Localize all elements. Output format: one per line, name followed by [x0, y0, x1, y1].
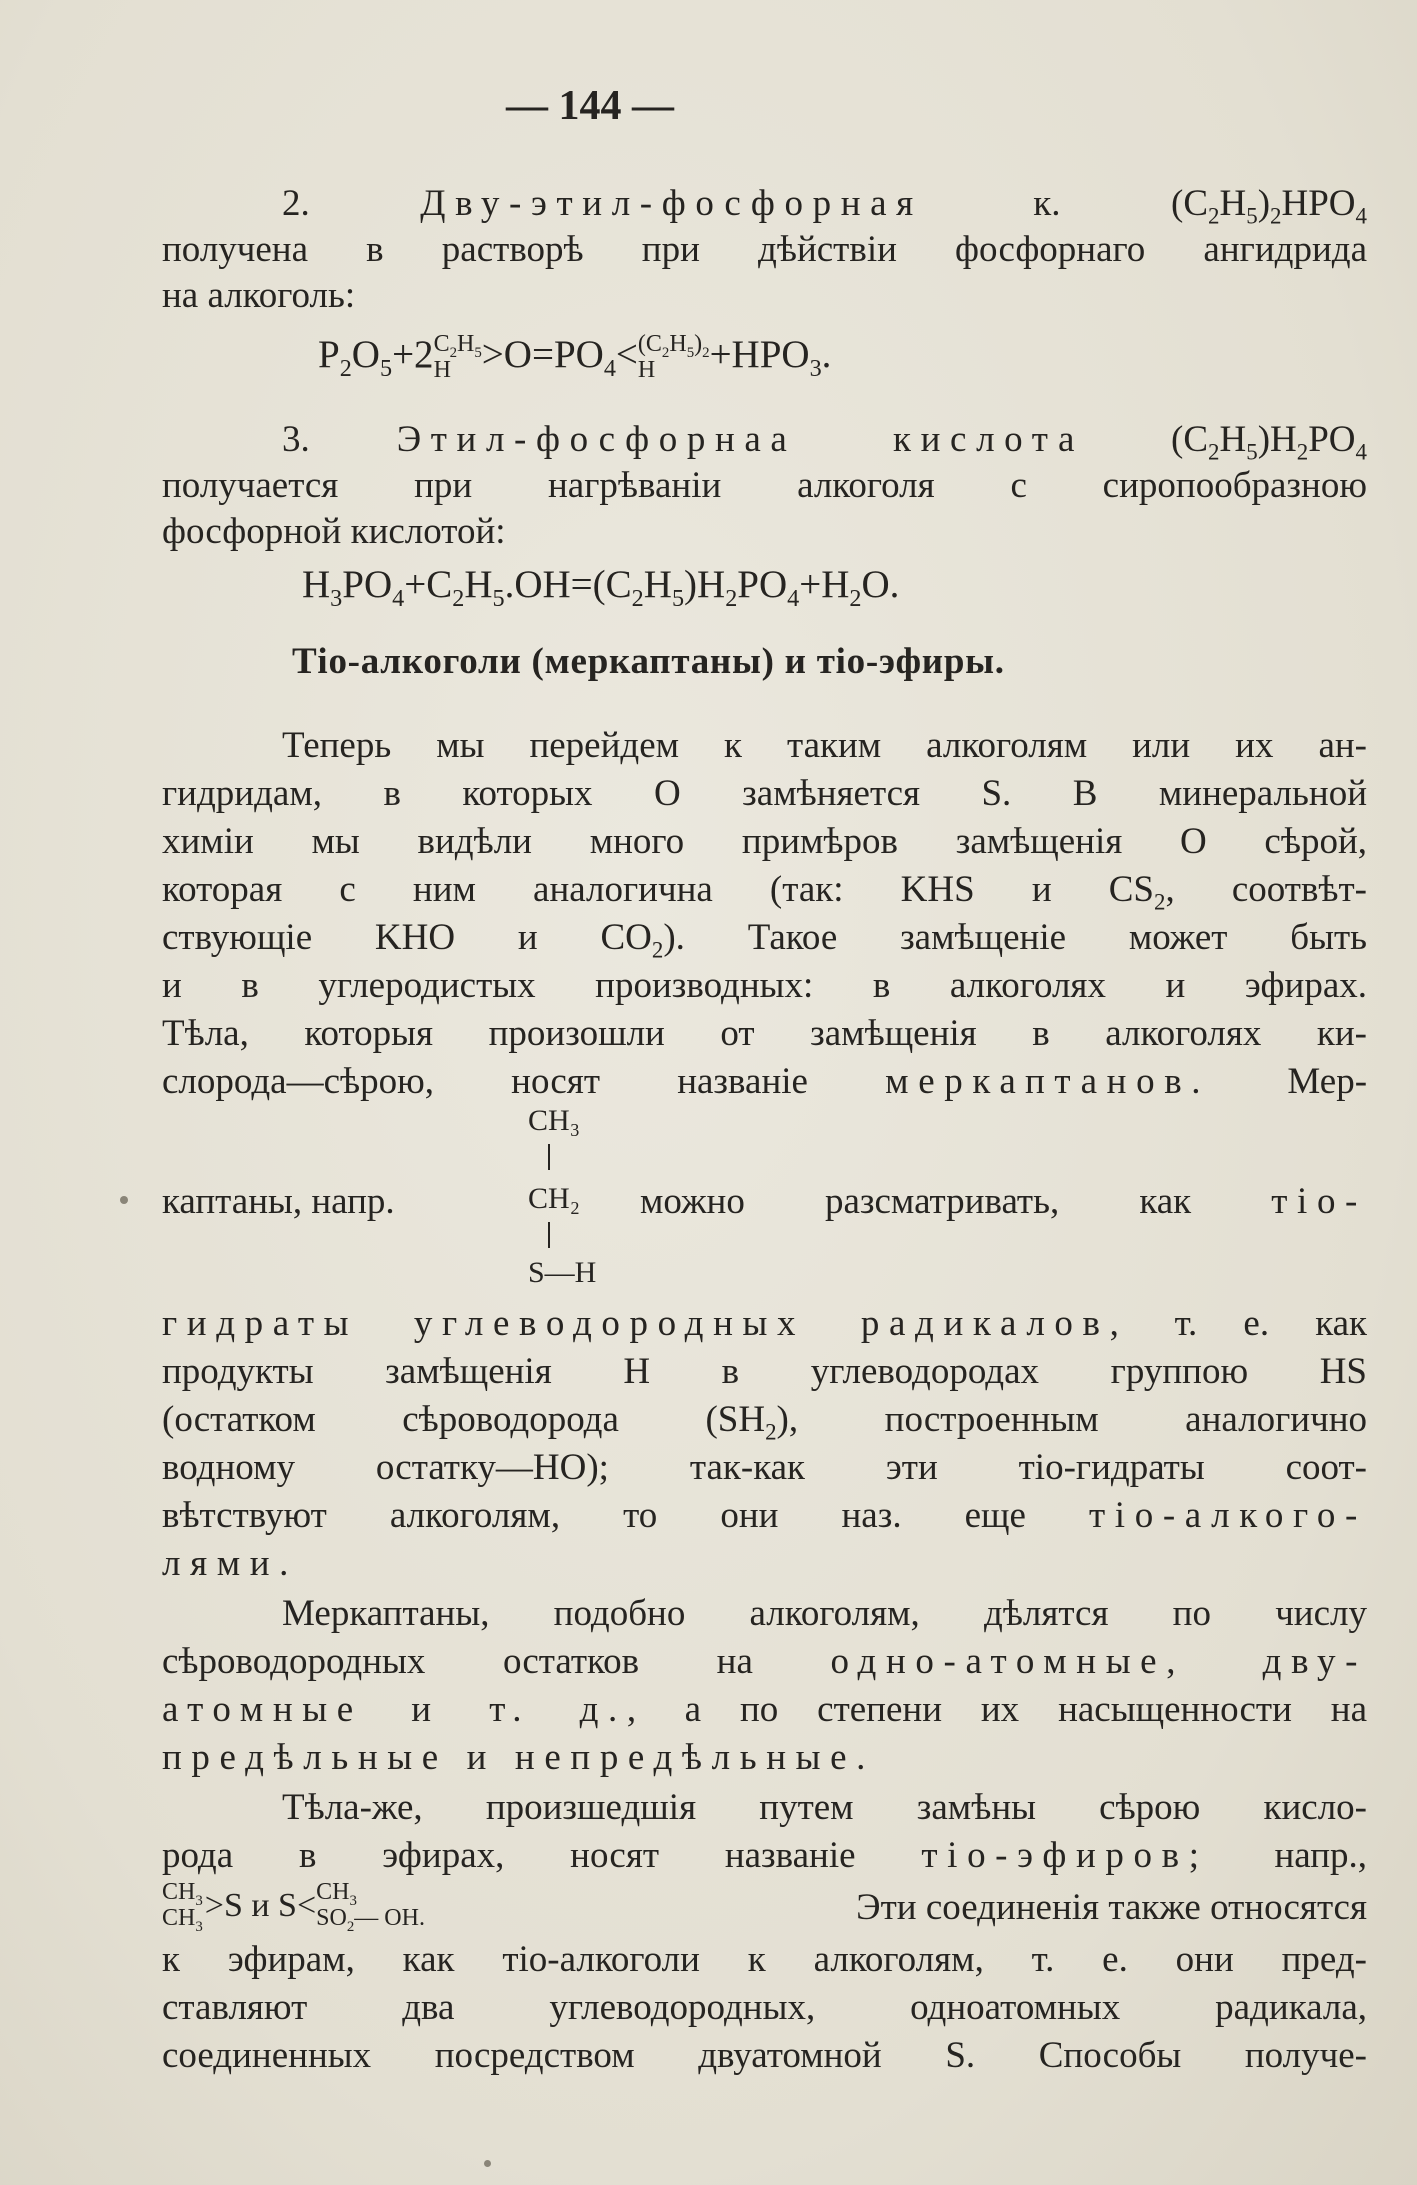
- abbr: к.: [1033, 183, 1061, 224]
- term-ethylphosphoric: Этил-фосфорнаа кислота: [396, 419, 1085, 460]
- bond-line: [548, 1222, 550, 1248]
- p2-line-5: [162, 1494, 1367, 1538]
- p1-line-2: гидридам, в которых O замѣняется S. В минеральной: [162, 773, 1367, 814]
- p1-line-8: [162, 1060, 1367, 1104]
- p3-line-1: Меркаптаны, подобно алкоголям, дѣлятся по числу: [282, 1593, 1367, 1634]
- formula-diethylphosphoric: $(C_2H_5)_2HPO_4$: [1171, 183, 1367, 229]
- struct-ch3: CH₃: [528, 1104, 581, 1137]
- term-mercaptans: меркаптанов.: [885, 1061, 1211, 1102]
- section-3-line-2: получается при нагрѣваніи алкоголя с сиропообразною: [162, 465, 1367, 506]
- p2-line-3-text: (остатком сѣроводорода (SH: [162, 1399, 766, 1440]
- p3-line-2-text: сѣроводородных остатков на: [162, 1641, 753, 1682]
- struct-ch2: CH₂: [528, 1182, 581, 1215]
- p3-line-3-text: а по степени их насыщенности на: [684, 1689, 1368, 1730]
- p2-line-6: лями.: [162, 1543, 299, 1584]
- p2-line-4: водному остатку—HO); так-как эти тіо-гидраты соот-: [162, 1447, 1367, 1488]
- formula-dimethyl-sulfide: $CH_3$ $CH_3$ >S и S< $CH_3$ $SO_2—$ OH.: [162, 1879, 425, 1935]
- p1-line-4-text: которая с ним аналогична (так: KHS и CS: [162, 869, 1154, 910]
- formula-ethylphosphoric: $(C_2H_5)H_2PO_4$: [1171, 419, 1368, 465]
- p1-line-6: и в углеродистых производных: в алкоголях и эфирах.: [162, 965, 1367, 1006]
- p1-line-7: Тѣла, которыя произошли от замѣщенія в алкоголях ки-: [162, 1013, 1367, 1054]
- term-atomic: атомные и т. д.,: [162, 1689, 646, 1730]
- section-3-line-3: фосфорной кислотой:: [162, 511, 506, 552]
- p2-line-5-text: вѣтствуют алкоголям, то они наз. еще: [162, 1495, 1026, 1536]
- ink-speck: [120, 1196, 128, 1204]
- section-2-line-3: на алкоголь:: [162, 275, 356, 316]
- struct-right-a: можно разсматривать, как: [640, 1181, 1192, 1222]
- p2-line-3-tail: ), построенным аналогично: [776, 1399, 1367, 1440]
- p2-line-1-tail: т. е. как: [1174, 1303, 1368, 1344]
- p1-line-4-tail: , соотвѣт-: [1165, 869, 1368, 910]
- p3-line-4: предѣльные и непредѣльные.: [162, 1737, 876, 1778]
- item-number: 3.: [282, 419, 310, 460]
- struct-left-text: каптаны, напр.: [162, 1181, 395, 1222]
- term-hydrates: гидраты углеводородных радикалов,: [162, 1303, 1129, 1344]
- p1-line-5-tail: ). Такое замѣщеніе может быть: [663, 917, 1367, 958]
- item-number: 2.: [282, 183, 310, 224]
- term-thio-alcohols: тіо-алкого-: [1089, 1495, 1367, 1536]
- struct-sh: S—H: [528, 1256, 597, 1289]
- p3-line-3: [162, 1688, 1367, 1732]
- term-thioethers: тіо-эфиров;: [921, 1835, 1209, 1876]
- p1-line-8-text: слорода—сѣрою, носят названіе: [162, 1061, 808, 1102]
- p1-line-8-tail: Мер-: [1287, 1061, 1368, 1102]
- equation-2: $H_3PO_4+C_2H_5.OH=(C_2H_5)H_2PO_4+H_2O$.: [302, 563, 900, 612]
- p1-line-5-text: ствующіе KHO и CO: [162, 917, 652, 958]
- p4-line-4: к эфирам, как тіо-алкоголи к алкоголям, т. е. они пред-: [162, 1939, 1367, 1980]
- term-monoatomic: одно-атомные,: [830, 1641, 1186, 1682]
- term-thio: тіо-: [1271, 1181, 1368, 1222]
- ink-speck: [484, 2160, 491, 2167]
- term-di: дву-: [1262, 1641, 1368, 1682]
- p4-line-5: ставляют два углеводородных, одноатомных радикала,: [162, 1987, 1367, 2028]
- term-diethylphosphoric: Дву-этил-фосфорная: [420, 183, 923, 224]
- struct-right-text: [640, 1180, 1367, 1224]
- p4-line-2-tail: напр.,: [1274, 1835, 1368, 1876]
- p2-line-3: (остатком сѣроводорода $(SH_2)$, построенным аналогично: [162, 1399, 1367, 1445]
- p4-line-6: соединенных посредством двуатомной S. Способы получе-: [162, 2035, 1367, 2076]
- bond-line: [548, 1144, 550, 1170]
- p1-line-4: которая с ним аналогична (так: KHS и $CS_2$, соотвѣт-: [162, 869, 1368, 915]
- p1-line-3: химіи мы видѣли много примѣров замѣщенія O сѣрой,: [162, 821, 1367, 862]
- p4-line-2-text: рода в эфирах, носят названіе: [162, 1835, 856, 1876]
- p2-line-2: продукты замѣщенія H в углеводородах группою HS: [162, 1351, 1367, 1392]
- p1-line-1: Теперь мы перейдем к таким алкоголям или их ан-: [282, 725, 1367, 766]
- p2-line-1: [162, 1302, 1367, 1346]
- section-heading: Тіо-алкоголи (меркаптаны) и тіо-эфиры.: [292, 641, 1005, 682]
- p4-line-1: Тѣла-же, произшедшія путем замѣны сѣрою кислo-: [282, 1787, 1367, 1828]
- p3-line-2: [162, 1640, 1367, 1684]
- p4-line-3: [162, 1879, 1367, 1935]
- p4-line-3-text: Эти соединенія также относятся: [856, 1887, 1367, 1929]
- p4-line-2: [162, 1834, 1367, 1878]
- p1-line-5: ствующіе KHO и $CO_2$). Такое замѣщеніе может быть: [162, 917, 1367, 963]
- equation-1: $P_2O_5+2$ $C_2H_5$ H $>O=PO_4<$ $(C_2H_5)_2$ H $+HPO_3$.: [318, 331, 832, 384]
- section-2-line-2: получена в растворѣ при дѣйствіи фосфорнаго ангидрида: [162, 229, 1367, 270]
- page-number: — 144 —: [506, 83, 674, 129]
